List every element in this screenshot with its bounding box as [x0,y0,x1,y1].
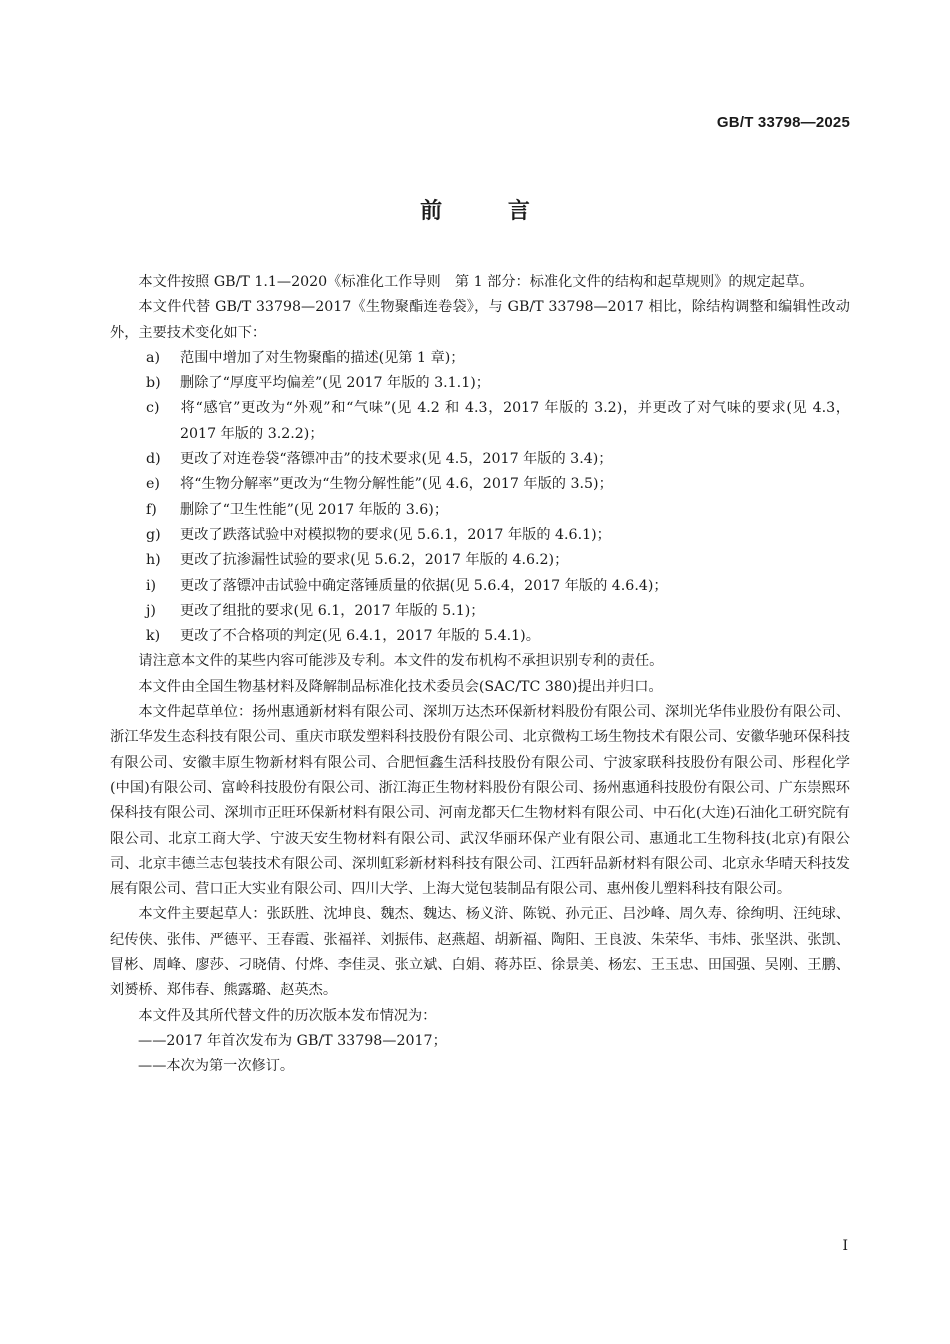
history-item: ——2017 年首次发布为 GB/T 33798—2017； [138,1032,447,1049]
history-item: ——本次为第一次修订。 [138,1058,295,1075]
change-item-label: g) [146,526,161,543]
change-item-text: 更改了不合格项的判定(见 6.4.1，2017 年版的 5.4.1)。 [180,628,540,645]
change-item-text: 删除了“厚度平均偏差”(见 2017 年版的 3.1.1)； [180,375,490,392]
change-item-text: 更改了对连卷袋“落镖冲击”的技术要求(见 4.5，2017 年版的 3.4)； [180,451,613,468]
change-item [110,498,850,523]
change-item [110,523,850,548]
change-item-label: b) [146,375,161,392]
paragraph-drafting-rules: 本文件按照 GB/T 1.1—2020《标准化工作导则 第 1 部分：标准化文件的结构和起草规则》的规定起草。 [138,274,814,290]
standard-number: GB/T 33798—2025 [716,114,850,131]
change-item-label: j) [146,602,156,619]
paragraph-history-intro: 本文件及其所代替文件的历次版本发布情况为： [138,1007,437,1024]
change-item-text: 更改了组批的要求(见 6.1，2017 年版的 5.1)； [180,602,485,619]
change-item-label: i) [146,577,157,594]
page-title: 前 言 [420,199,530,224]
change-item-text: 删除了“卫生性能”(见 2017 年版的 3.6)； [180,501,449,518]
foreword-body [110,270,850,1080]
paragraph-drafting-units: 本文件起草单位：扬州惠通新材料有限公司、深圳万达杰环保新材料股份有限公司、深圳光华伟业股份有限公司、浙江华发生态科技有限公司、重庆市联发塑料科技股份有限公司、北京微构工场生物技术有限公司、安徽华驰环保科技有限公司、安徽丰原生物新材料有限公司、合肥恒鑫生活科技股份有限公司、宁波家联科技股份有限公司、彤程化学(中国)有限公司、富岭科技股份有限公司、浙江海正生物材料股份有限公司、扬州惠通科技股份有限公司、广东崇熙环保科技有限公司、深圳市正旺环保新材料有限公司、河南龙都天仁生物材料有限公司、中石化(大连)石油化工研究院有限公司、北京工商大学、宁波天安生物材料有限公司、武汉华丽环保产业有限公司、惠通北工生物科技(北京)有限公司、北京丰德兰志包装技术有限公司、深圳虹彩新材料科技有限公司、江西轩品新材料有限公司、北京永华晴天科技发展有限公司、营口正大实业有限公司、四川大学、上海大觉包装制品有限公司、惠州俊儿塑料科技有限公司。 [110,704,850,898]
change-item-label: d) [146,451,161,468]
paragraph-proposer: 本文件由全国生物基材料及降解制品标准化技术委员会(SAC/TC 380)提出并归口。 [138,678,663,695]
change-item [110,472,850,497]
change-item [110,371,850,396]
change-item-label: e) [146,476,160,493]
change-item [110,624,850,649]
change-item-label: k) [146,628,161,645]
change-item [110,548,850,573]
change-item-text: 更改了抗渗漏性试验的要求(见 5.6.2，2017 年版的 4.6.2)； [180,552,569,569]
change-item [110,447,850,472]
change-item-text: 更改了落镖冲击试验中确定落锤质量的依据(见 5.6.4，2017 年版的 4.6.4)； [180,577,668,594]
change-item-text: 将“感官”更改为“外观”和“气味”(见 4.2 和 4.3，2017 年版的 3.2)，并更改了对气味的要求(见 4.3，2017 年版的 3.2.2)； [180,400,850,442]
change-item-text: 将“生物分解率”更改为“生物分解性能”(见 4.6，2017 年版的 3.5)； [180,476,613,493]
change-item [110,599,850,624]
change-item-text: 范围中增加了对生物聚酯的描述(见第 1 章)； [180,349,465,366]
change-item-label: a) [146,349,160,366]
change-item-text: 更改了跌落试验中对模拟物的要求(见 5.6.1，2017 年版的 4.6.1)； [180,526,611,543]
change-item-label: f) [146,501,157,518]
paragraph-drafters: 本文件主要起草人：张跃胜、沈坤良、魏杰、魏达、杨义浒、陈锐、孙元正、吕沙峰、周久寿、徐绚明、汪纯球、纪传侠、张伟、严德平、王春霞、张福祥、刘振伟、赵燕超、胡新福、陶阳、王良波、朱荣华、韦炜、张坚洪、张凯、冒彬、周峰、廖莎、刁晓倩、付烨、李佳灵、张立斌、白娟、蒋苏臣、徐景美、杨宏、王玉忠、田国强、吴刚、王鹏、刘赟桥、郑伟春、熊露璐、赵英杰。 [110,906,850,999]
paragraph-patent-notice: 请注意本文件的某些内容可能涉及专利。本文件的发布机构不承担识别专利的责任。 [138,653,664,670]
change-item-label: h) [146,552,161,569]
change-item-label: c) [146,400,160,417]
page-number: I [842,1238,848,1254]
paragraph-replacement: 本文件代替 GB/T 33798—2017《生物聚酯连卷袋》，与 GB/T 33798—2017 相比，除结构调整和编辑性改动外，主要技术变化如下： [110,299,850,341]
change-item [110,396,850,447]
change-item [110,346,850,371]
change-item [110,574,850,599]
